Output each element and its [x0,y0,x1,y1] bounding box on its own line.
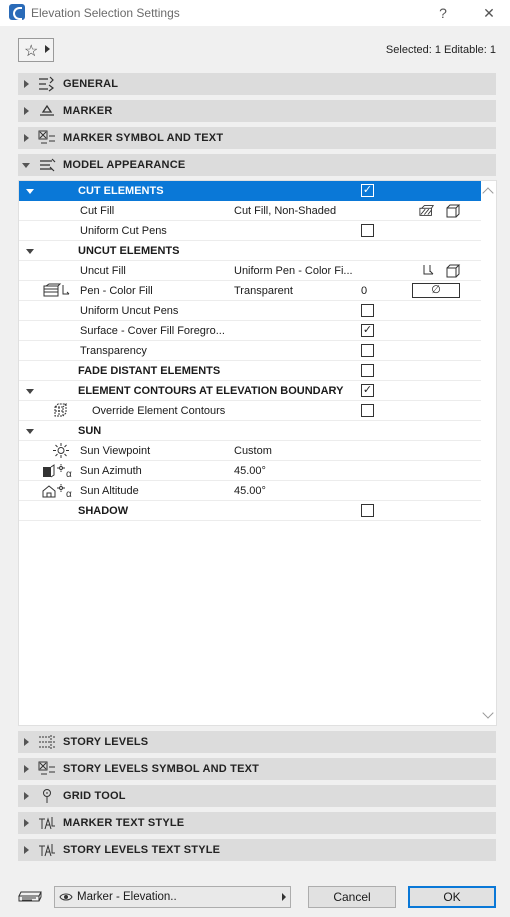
expand-arrow-icon [24,765,29,773]
row-sun-altitude[interactable] [19,481,481,501]
panel-label: MARKER SYMBOL AND TEXT [63,132,224,144]
panel-label: STORY LEVELS SYMBOL AND TEXT [63,763,260,775]
element-contours-checkbox[interactable]: ✓ [362,384,373,396]
pen-color-fill-value[interactable]: Transparent [234,285,293,297]
row-label: Sun Altitude [80,485,139,497]
row-uniform-uncut-pens[interactable] [19,301,481,321]
sun-viewpoint-value[interactable]: Custom [234,445,272,457]
expand-arrow-icon [24,846,29,854]
cut-fill-value[interactable]: Cut Fill, Non-Shaded [234,205,337,217]
panel-label: MARKER [63,105,113,117]
sun-icon [53,443,69,458]
row-label: UNCUT ELEMENTS [78,245,180,257]
row-override-element-contours[interactable] [19,401,481,421]
panel-label: MODEL APPEARANCE [63,159,186,171]
uniform-cut-pens-checkbox[interactable] [361,224,374,237]
pen-fill-icon [421,263,437,278]
svg-text:α: α [66,489,72,498]
uniform-uncut-pens-checkbox[interactable] [361,304,374,317]
row-cut-elements[interactable] [19,181,481,201]
panel-story-levels[interactable] [18,731,496,753]
row-label: Cut Fill [80,205,115,217]
selection-info: Selected: 1 Editable: 1 [385,44,496,56]
row-label: FADE DISTANT ELEMENTS [78,365,221,377]
row-label: SHADOW [78,505,129,517]
expand-arrow-icon [24,80,29,88]
panel-label: GRID TOOL [63,790,126,802]
model-appearance-list [18,180,497,726]
help-button[interactable]: ? [439,5,447,21]
row-label: Pen - Color Fill [80,285,153,297]
sun-azimuth-icon [41,463,75,478]
row-uncut-fill[interactable] [19,261,481,281]
eye-icon [59,892,73,902]
3d-box-icon [445,263,461,278]
uncut-fill-value[interactable]: Uniform Pen - Color Fi... [234,265,353,277]
panel-model-appearance[interactable] [18,154,496,176]
row-label: Uncut Fill [80,265,126,277]
override-element-contours-checkbox[interactable] [361,404,374,417]
row-uncut-elements[interactable] [19,241,481,261]
panel-story-levels-text-style[interactable] [18,839,496,861]
panel-label: MARKER TEXT STYLE [63,817,185,829]
row-cut-fill[interactable] [19,201,481,221]
expand-arrow-icon [24,134,29,142]
marker-icon [38,103,56,119]
story-levels-icon [38,734,56,750]
row-label: ELEMENT CONTOURS AT ELEVATION BOUNDARY [78,385,344,397]
row-label: Transparency [80,345,147,357]
panel-marker-text-style[interactable] [18,812,496,834]
sun-azimuth-value[interactable]: 45.00° [234,465,266,477]
pen-color-swatch[interactable]: ∅ [412,283,460,298]
svg-text:α: α [66,469,72,478]
row-label: Override Element Contours [92,405,226,417]
marker-text-style-icon [38,815,56,831]
story-levels-symbol-icon [38,761,56,777]
cut-elements-checkbox[interactable]: ✓ [362,184,373,196]
pen-fill-stack-icon [43,283,73,298]
collapse-arrow-icon [26,389,34,394]
layer-select-value: Marker - Elevation.. [77,891,177,903]
star-icon: ☆ [24,43,39,60]
row-surface-cover-fill[interactable] [19,321,481,341]
row-label: Surface - Cover Fill Foregro... [80,325,225,337]
model-appearance-icon [38,157,56,173]
3d-box-icon [445,203,461,218]
layer-select[interactable] [54,886,291,908]
collapse-arrow-icon [26,189,34,194]
row-label: Sun Azimuth [80,465,142,477]
row-fade-distant-elements[interactable] [19,361,481,381]
transparency-checkbox[interactable] [361,344,374,357]
row-sun[interactable] [19,421,481,441]
row-label: CUT ELEMENTS [78,185,164,197]
pen-number[interactable]: 0 [361,285,368,297]
row-sun-viewpoint[interactable] [19,441,481,461]
favorites-button[interactable] [18,38,54,62]
panel-general[interactable] [18,73,496,95]
collapse-arrow-icon [22,163,30,168]
row-label: Uniform Cut Pens [80,225,167,237]
window-title: Elevation Selection Settings [31,6,180,20]
grid-tool-icon [38,788,56,804]
panel-grid-tool[interactable] [18,785,496,807]
app-logo-icon [9,4,25,20]
title-bar [0,0,510,26]
ok-button[interactable]: OK [408,886,496,908]
panel-marker[interactable] [18,100,496,122]
story-levels-text-style-icon [38,842,56,858]
row-shadow[interactable] [19,501,481,521]
collapse-arrow-icon [26,249,34,254]
collapse-arrow-icon [26,429,34,434]
expand-arrow-icon [24,107,29,115]
row-uniform-cut-pens[interactable] [19,221,481,241]
expand-arrow-icon [24,792,29,800]
row-sun-azimuth[interactable] [19,461,481,481]
panel-marker-symbol-and-text[interactable] [18,127,496,149]
row-label: Sun Viewpoint [80,445,151,457]
fade-distant-elements-checkbox[interactable] [361,364,374,377]
marker-symbol-icon [38,130,56,146]
surface-cover-fill-checkbox[interactable]: ✓ [362,324,373,336]
sun-altitude-icon [41,483,75,498]
shadow-checkbox[interactable] [361,504,374,517]
panel-story-levels-symbol-and-text[interactable] [18,758,496,780]
cancel-button[interactable]: Cancel [308,886,396,908]
chevron-right-icon [282,893,286,901]
contour-override-icon [51,403,67,418]
panel-label: STORY LEVELS TEXT STYLE [63,844,221,856]
layer-icon [18,889,44,905]
scroll-down-icon[interactable] [482,707,493,718]
general-settings-icon [38,76,56,92]
vertical-scrollbar[interactable] [480,181,496,725]
panel-label: STORY LEVELS [63,736,149,748]
close-button[interactable]: ✕ [483,5,495,21]
row-pen-color-fill[interactable] [19,281,481,301]
scroll-up-icon[interactable] [482,187,493,198]
dialog-footer [0,880,510,917]
row-element-contours[interactable] [19,381,481,401]
expand-arrow-icon [24,819,29,827]
chevron-right-icon [45,45,50,53]
row-label: Uniform Uncut Pens [80,305,179,317]
expand-arrow-icon [24,738,29,746]
row-label: SUN [78,425,102,437]
row-transparency[interactable] [19,341,481,361]
fill-pattern-icon [419,203,435,218]
sun-altitude-value[interactable]: 45.00° [234,485,266,497]
toolbar [0,26,510,70]
panel-label: GENERAL [63,78,119,90]
